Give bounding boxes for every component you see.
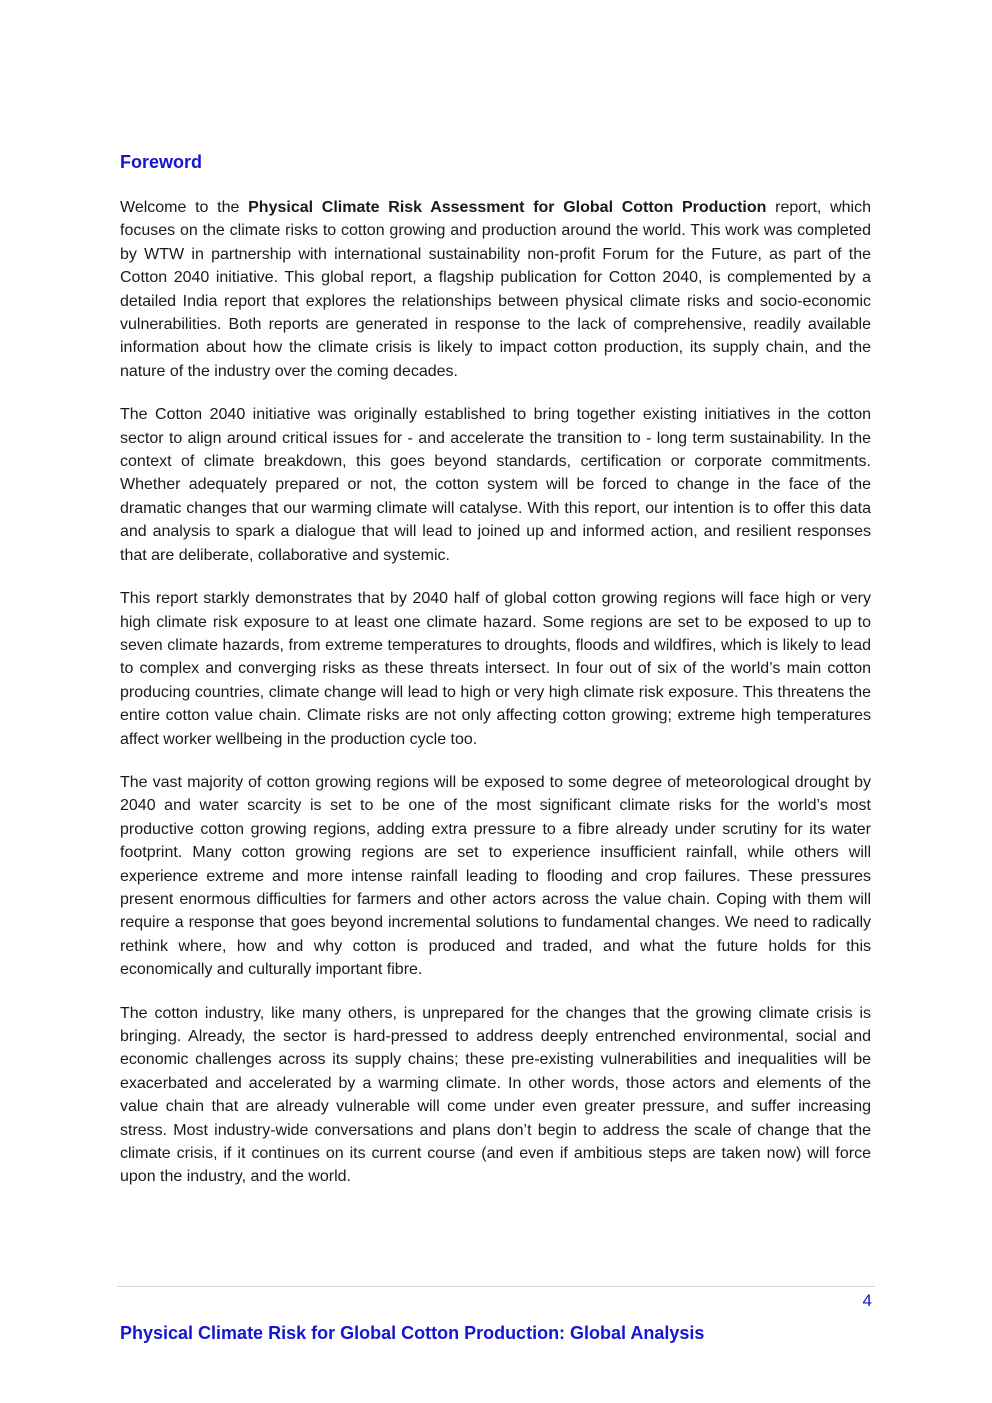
footer-divider: [117, 1286, 875, 1287]
paragraph-4: The vast majority of cotton growing regions will be exposed to some degree of meteorological drought by 2040 and water scarcity is set to be one of the most significant climate risks for the world’s most productive cotton growing regions, adding extra pressure to a fibre already under scrutiny for its water footprint. Many cotton growing regions are set to experience insufficient rainfall, while others will experience extreme and more intense rainfall leading to flooding and crop failures. These pressures present enormous difficulties for farmers and other actors across the value chain. Coping with them will require a response that goes beyond incremental solutions to fundamental changes. We need to radically rethink where, how and why cotton is produced and traded, and what the future holds for this economically and culturally important fibre.: [120, 773, 871, 979]
paragraph-1: [120, 196, 871, 383]
report-title-emphasis: Physical Climate Risk Assessment for Global Cotton Production: [248, 199, 767, 216]
paragraph-2: The Cotton 2040 initiative was originally established to bring together existing initiatives in the cotton sector to align around critical issues for - and accelerate the transition to - long term sustainability. In the context of climate breakdown, this goes beyond standards, certification or corporate commitments. Whether adequately prepared or not, the cotton system will be forced to change in the face of the dramatic changes that our warming climate will catalyse. With this report, our intention is to offer this data and analysis to spark a dialogue that will lead to joined up and informed action, and resilient responses that are deliberate, collaborative and systemic.: [120, 406, 871, 564]
page-number: 4: [862, 1291, 872, 1310]
section-heading: Foreword: [120, 152, 203, 172]
paragraph-3: This report starkly demonstrates that by 2040 half of global cotton growing regions will face high or very high climate risk exposure to at least one climate hazard. Some regions are set to be exposed to up to seven climate hazards, from extreme temperatures to droughts, floods and wildfires, which is likely to lead to complex and converging risks as these threats intersect. In four out of six of the world’s main cotton producing countries, climate change will lead to high or very high climate risk exposure. This threatens the entire cotton value chain. Climate risks are not only affecting cotton growing; extreme high temperatures affect worker wellbeing in the production cycle too.: [120, 590, 871, 748]
paragraph-1-intro: Welcome to the: [120, 199, 249, 216]
body-text: [120, 196, 871, 1209]
footer-report-title: Physical Climate Risk for Global Cotton Production: Global Analysis: [120, 1323, 705, 1343]
paragraph-5: The cotton industry, like many others, is unprepared for the changes that the growing climate crisis is bringing. Already, the sector is hard-pressed to address deeply entrenched environmental, social and economic challenges across its supply chains; these pre-existing vulnerabilities and inequalities will be exacerbated and accelerated by a warming climate. In other words, those actors and elements of the value chain that are already vulnerable will come under even greater pressure, and suffer increasing stress. Most industry-wide conversations and plans don’t begin to address the scale of change that the climate crisis, if it continues on its current course (and even if ambitious steps are taken now) will force upon the industry, and the world.: [120, 1004, 871, 1186]
paragraph-1-rest: report, which focuses on the climate risks to cotton growing and production around the world. This work was completed by WTW in partnership with international sustainability non-profit Forum for the Future, as part of the Cotton 2040 initiative. This global report, a flagship publication for Cotton 2040, is complemented by a detailed India report that explores the relationships between physical climate risks and socio-economic vulnerabilities. Both reports are generated in response to the lack of comprehensive, readily available information about how the climate crisis is likely to impact cotton production, its supply chain, and the nature of the industry over the coming decades.: [120, 199, 871, 380]
